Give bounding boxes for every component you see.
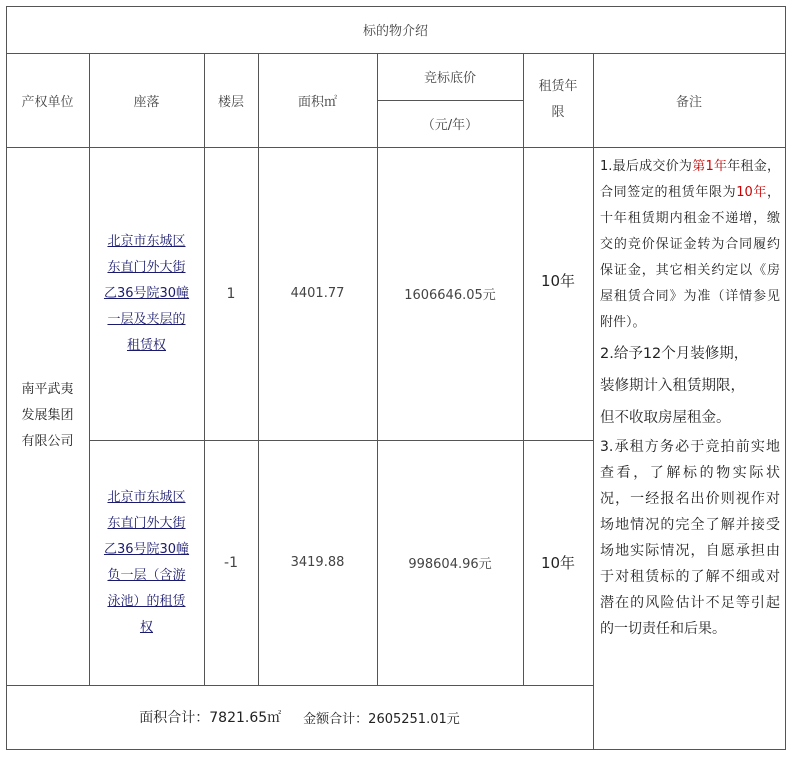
owner-line: 发展集团: [21, 408, 74, 423]
table-row-1-area: 4401.77: [290, 286, 345, 301]
owner-cell: [6, 147, 89, 685]
remark-cell: [600, 154, 780, 746]
total-area-value: 7821.65㎡: [209, 710, 282, 726]
header-price: 竞标底价: [423, 71, 476, 86]
header-lease-line-2: 限: [551, 105, 565, 120]
totals-row: [6, 685, 593, 749]
table-row-1-lease: 10年: [540, 271, 576, 290]
header-location: 座落: [133, 94, 160, 110]
table-row-2-area: 3419.88: [290, 555, 345, 570]
total-area-label: 面积合计：: [139, 710, 210, 726]
owner-line: 南平武夷: [21, 382, 74, 397]
location-line[interactable]: 一层及夹层的: [107, 311, 186, 327]
location-line[interactable]: 租赁权: [126, 337, 166, 353]
table-row-2-lease: 10年: [540, 554, 576, 572]
header-price-unit: （元/年）: [421, 118, 479, 133]
location-line[interactable]: 乙36号院30幢: [103, 541, 190, 557]
table-row-1-price: 1606646.05元: [404, 288, 496, 303]
total-amount-label: 金额合计：: [303, 711, 369, 727]
header-area: 面积㎡: [297, 94, 337, 110]
table-title: 标的物介绍: [362, 24, 428, 39]
remark-paragraph-2: 2.给予12个月装修期， 装修期计入租赁期限， 但不收取房屋租金。: [600, 346, 749, 426]
location-line[interactable]: 权: [139, 619, 153, 635]
header-lease-line-1: 租赁年: [538, 79, 578, 94]
location-line[interactable]: 乙36号院30幢: [103, 285, 190, 301]
highlight-first-year: 第1年: [692, 159, 728, 174]
total-amount-value: 2605251.01元: [368, 711, 460, 727]
remark-paragraph-3: 3.承租方务必于竞拍前实地查看，了解标的物实际状况，一经报名出价则视作对场地情况的完全了解并接受场地实际情况，自愿承担由于对租赁标的了解不细或对潜在的风险估计不足等引起的一切责任和后果。: [600, 439, 780, 637]
table-row-2-floor: -1: [224, 554, 238, 571]
location-line[interactable]: 北京市东城区: [107, 233, 186, 249]
location-line[interactable]: 北京市东城区: [107, 489, 186, 505]
owner-line: 有限公司: [21, 434, 74, 449]
location-line[interactable]: 东直门外大街: [107, 259, 186, 275]
location-line[interactable]: 负一层（含游: [107, 567, 186, 583]
highlight-ten-years: 10年: [736, 185, 767, 200]
header-remark: 备注: [675, 94, 702, 110]
table-row-1-location[interactable]: [89, 147, 204, 440]
header-owner: 产权单位: [21, 94, 74, 110]
location-line[interactable]: 东直门外大街: [107, 515, 186, 531]
header-floor: 楼层: [217, 94, 244, 110]
location-line[interactable]: 泳池）的租赁: [107, 593, 186, 609]
header-lease-term: [523, 53, 593, 147]
table-row-2-price: 998604.96元: [408, 557, 492, 572]
table-row-1-floor: 1: [226, 285, 236, 302]
table-row-2-location[interactable]: [89, 440, 204, 685]
remark-paragraph-1: 1.最后成交价为第1年年租金，合同签定的租赁年限为10年，十年租赁期内租金不递增，缴交的竞价保证金转为合同履约保证金，其它相关约定以《房屋租赁合同》为准（详情参见附件）。: [600, 159, 780, 330]
